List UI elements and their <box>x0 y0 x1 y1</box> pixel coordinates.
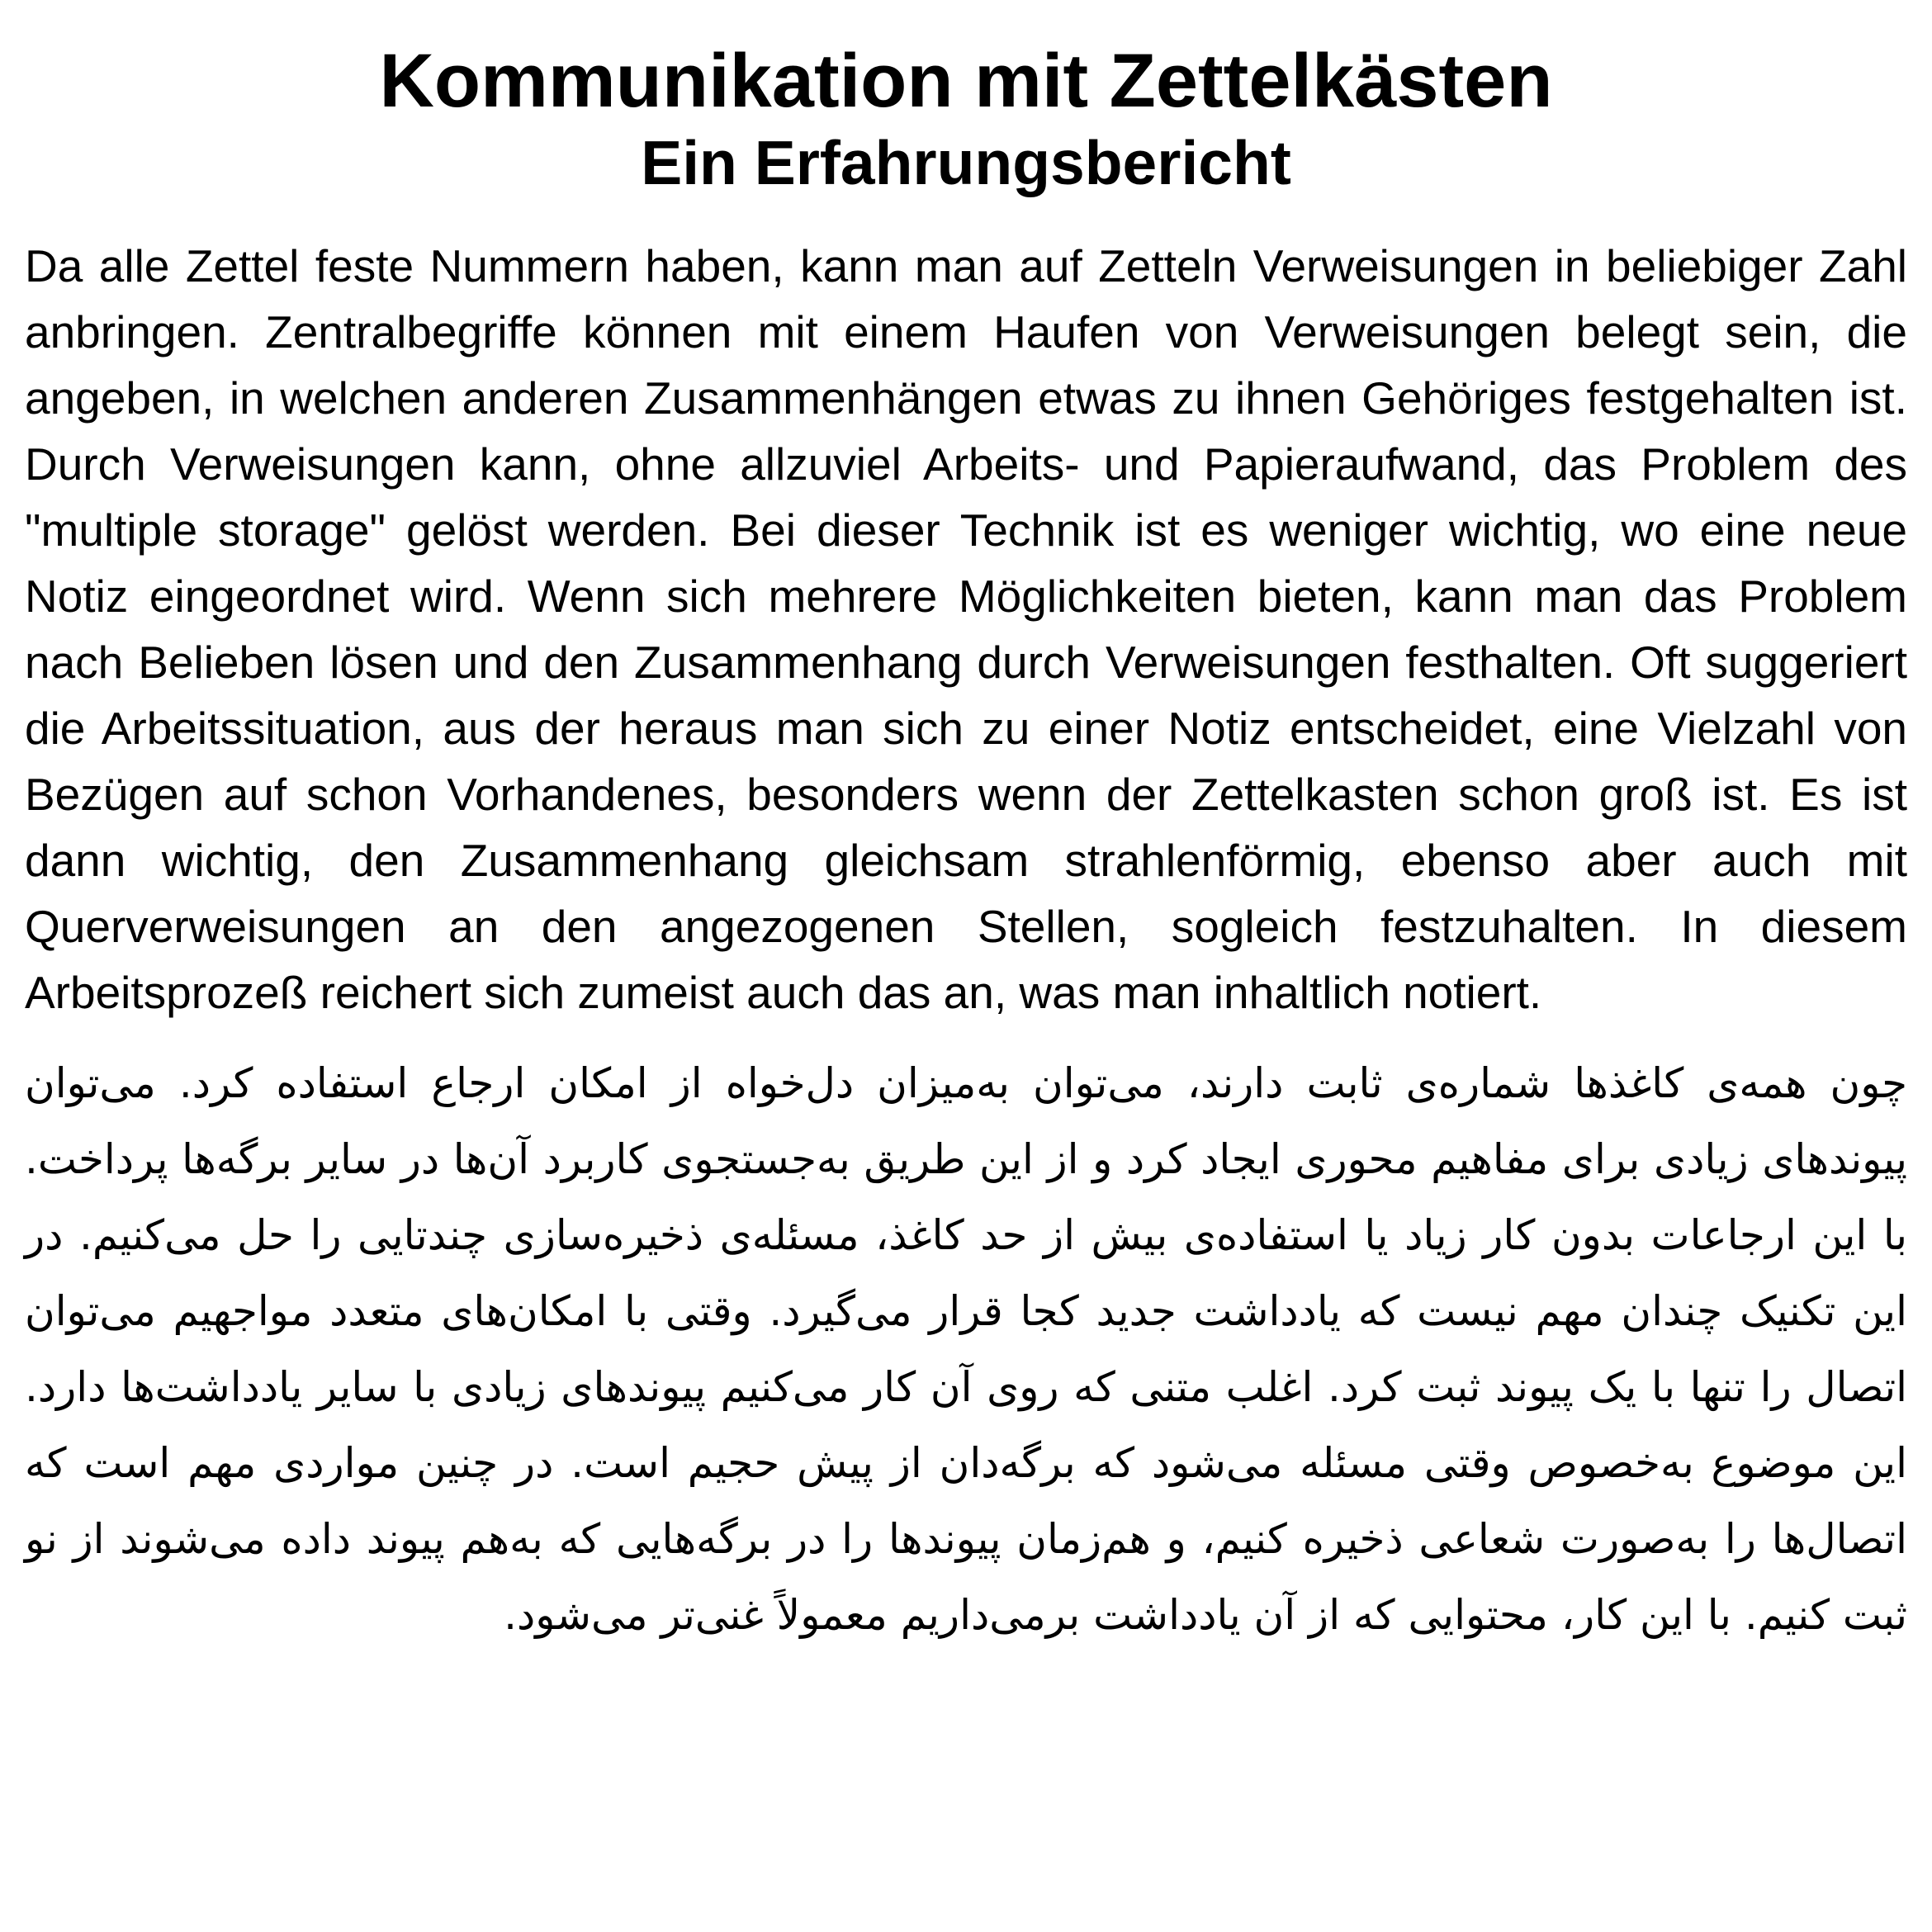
document-subtitle: Ein Erfahrungsbericht <box>641 128 1291 197</box>
paragraph-persian: چون همه‌ی کاغذها شماره‌ی ثابت دارند، می‌توان به‌میزان دل‌خواه از امکان ارجاع استفاده کرد. می‌توان پیوندهای زیادی برای مفاهیم محوری ایجاد کرد و از این طریق به‌جستجوی کاربرد آن‌ها در سایر برگه‌ها پرداخت. با این ارجاعات بدون کار زیاد یا استفاده‌ی بیش از حد کاغذ، مسئله‌ی ذخیره‌سازی چندتایی را حل می‌کنیم. در این تکنیک چندان مهم نیست که یادداشت جدید کجا قرار می‌گیرد. وقتی با امکان‌های متعدد مواجهیم می‌توان اتصال را تنها با یک پیوند ثبت کرد. اغلب متنی که روی آن کار می‌کنیم پیوندهای زیادی با سایر یادداشت‌ها دارد. این موضوع به‌خصوص وقتی مسئله می‌شود که برگه‌دان از پیش حجیم است. در چنین مواردی مهم است که اتصال‌ها را به‌صورت شعاعی ذخیره کنیم، و هم‌زمان پیوندها را در برگه‌هایی که به‌هم پیوند داده می‌شوند از نو ثبت کنیم. با این کار، محتوایی که از آن یادداشت برمی‌داریم معمولاً غنی‌تر می‌شود. <box>25 1059 1907 1639</box>
document-title: Kommunikation mit Zettelkästen <box>379 39 1553 123</box>
paragraph-german: Da alle Zettel feste Nummern haben, kann man auf Zetteln Verweisungen in beliebiger Zahl anbringen. Zentralbegriffe können mit einem Haufen von Verweisungen belegt sein, die angeben, in welchen anderen Zusammenhängen etwas zu ihnen Gehöriges festgehalten ist. Durch Verweisungen kann, ohne allzuviel Arbeits- und Papieraufwand, das Problem des "multiple storage" gelöst werden. Bei dieser Technik ist es weniger wichtig, wo eine neue Notiz eingeordnet wird. Wenn sich mehrere Möglichkeiten bieten, kann man das Problem nach Belieben lösen und den Zusammenhang durch Verweisungen festhalten. Oft suggeriert die Arbeitssituation, aus der heraus man sich zu einer Notiz entscheidet, eine Vielzahl von Bezügen auf schon Vorhandenes, besonders wenn der Zettelkasten schon groß ist. Es ist dann wichtig, den Zusammenhang gleichsam strahlenförmig, ebenso aber auch mit Querverweisungen an den angezogenen Stellen, sogleich festzuhalten. In diesem Arbeitsprozeß reichert sich zumeist auch das an, was man inhaltlich notiert. <box>25 240 1907 1018</box>
